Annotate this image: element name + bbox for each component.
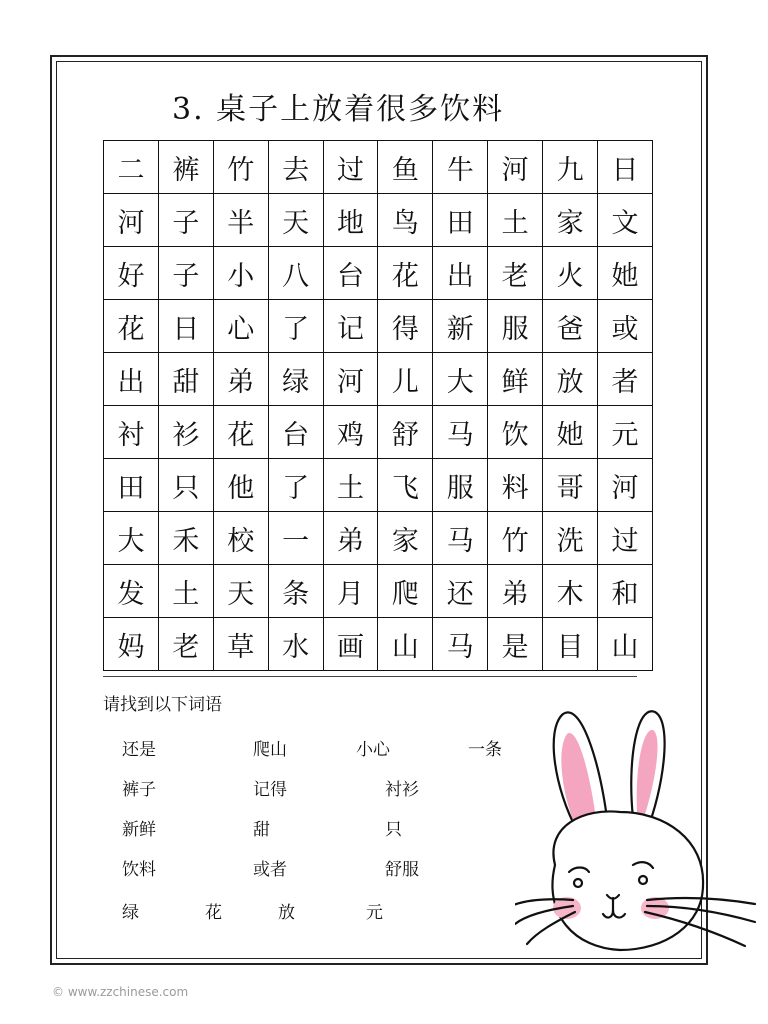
grid-cell: 大 [104, 512, 159, 565]
grid-cell: 饮 [488, 406, 543, 459]
grid-row [104, 247, 653, 300]
grid-cell: 鸟 [378, 194, 433, 247]
grid-row [104, 618, 653, 671]
grid-cell: 地 [323, 194, 378, 247]
instruction-text: 请找到以下词语 [103, 695, 222, 715]
word-item: 衬衫 [385, 780, 419, 800]
grid-cell: 还 [433, 565, 488, 618]
word-item: 元 [366, 903, 383, 923]
grid-cell: 火 [543, 247, 598, 300]
grid-cell: 二 [104, 141, 159, 194]
grid-cell: 弟 [323, 512, 378, 565]
word-item: 绿 [122, 903, 139, 923]
grid-row [104, 459, 653, 512]
grid-cell: 山 [378, 618, 433, 671]
grid-cell: 服 [433, 459, 488, 512]
grid-cell: 日 [598, 141, 653, 194]
grid-cell: 他 [213, 459, 268, 512]
word-item: 新鲜 [122, 820, 156, 840]
grid-cell: 竹 [488, 512, 543, 565]
grid-cell: 只 [158, 459, 213, 512]
grid-cell: 画 [323, 618, 378, 671]
grid-cell: 裤 [158, 141, 213, 194]
word-item: 只 [385, 820, 402, 840]
grid-cell: 和 [598, 565, 653, 618]
grid-cell: 发 [104, 565, 159, 618]
grid-cell: 校 [213, 512, 268, 565]
grid-cell: 鸡 [323, 406, 378, 459]
grid-cell: 是 [488, 618, 543, 671]
grid-cell: 土 [158, 565, 213, 618]
grid-cell: 老 [488, 247, 543, 300]
grid-cell: 或 [598, 300, 653, 353]
grid-cell: 哥 [543, 459, 598, 512]
grid-cell: 日 [158, 300, 213, 353]
grid-cell: 新 [433, 300, 488, 353]
grid-cell: 草 [213, 618, 268, 671]
grid-row [104, 512, 653, 565]
grid-cell: 她 [598, 247, 653, 300]
grid-cell: 田 [104, 459, 159, 512]
grid-cell: 土 [488, 194, 543, 247]
page-title: 3. 桌子上放着很多饮料 [172, 92, 505, 127]
grid-cell: 心 [213, 300, 268, 353]
grid-cell: 禾 [158, 512, 213, 565]
bunny-illustration [515, 700, 765, 970]
divider [103, 676, 637, 677]
grid-cell: 花 [213, 406, 268, 459]
grid-cell: 衬 [104, 406, 159, 459]
grid-cell: 儿 [378, 353, 433, 406]
grid-cell: 花 [378, 247, 433, 300]
grid-row [104, 565, 653, 618]
grid-cell: 洗 [543, 512, 598, 565]
grid-cell: 好 [104, 247, 159, 300]
copyright-footer: © www.zzchinese.com [52, 985, 189, 999]
grid-cell: 子 [158, 194, 213, 247]
grid-cell: 田 [433, 194, 488, 247]
grid-cell: 大 [433, 353, 488, 406]
grid-cell: 河 [323, 353, 378, 406]
grid-cell: 马 [433, 406, 488, 459]
grid-cell: 记 [323, 300, 378, 353]
grid-cell: 山 [598, 618, 653, 671]
grid-cell: 飞 [378, 459, 433, 512]
grid-cell: 河 [598, 459, 653, 512]
grid-cell: 出 [433, 247, 488, 300]
grid-cell: 月 [323, 565, 378, 618]
grid-cell: 鲜 [488, 353, 543, 406]
grid-cell: 一 [268, 512, 323, 565]
grid-cell: 服 [488, 300, 543, 353]
grid-cell: 台 [268, 406, 323, 459]
grid-cell: 家 [543, 194, 598, 247]
grid-cell: 者 [598, 353, 653, 406]
grid-cell: 花 [104, 300, 159, 353]
grid-cell: 马 [433, 618, 488, 671]
grid-cell: 了 [268, 300, 323, 353]
grid-cell: 元 [598, 406, 653, 459]
grid-cell: 文 [598, 194, 653, 247]
grid-cell: 弟 [488, 565, 543, 618]
grid-cell: 出 [104, 353, 159, 406]
word-item: 甜 [253, 820, 270, 840]
grid-cell: 得 [378, 300, 433, 353]
grid-cell: 过 [323, 141, 378, 194]
grid-cell: 家 [378, 512, 433, 565]
grid-cell: 目 [543, 618, 598, 671]
grid-cell: 了 [268, 459, 323, 512]
grid-cell: 牛 [433, 141, 488, 194]
grid-cell: 妈 [104, 618, 159, 671]
grid-cell: 爸 [543, 300, 598, 353]
grid-row [104, 194, 653, 247]
grid-row [104, 300, 653, 353]
grid-cell: 天 [268, 194, 323, 247]
grid-cell: 竹 [213, 141, 268, 194]
grid-cell: 去 [268, 141, 323, 194]
character-grid [103, 140, 653, 671]
grid-cell: 老 [158, 618, 213, 671]
grid-row [104, 406, 653, 459]
word-item: 或者 [253, 860, 287, 880]
grid-cell: 九 [543, 141, 598, 194]
word-item: 还是 [122, 740, 156, 760]
word-item: 小心 [356, 740, 390, 760]
word-item: 记得 [253, 780, 287, 800]
grid-cell: 弟 [213, 353, 268, 406]
word-item: 放 [278, 903, 295, 923]
grid-cell: 衫 [158, 406, 213, 459]
grid-cell: 台 [323, 247, 378, 300]
grid-cell: 河 [488, 141, 543, 194]
grid-cell: 料 [488, 459, 543, 512]
grid-cell: 过 [598, 512, 653, 565]
grid-cell: 小 [213, 247, 268, 300]
grid-cell: 爬 [378, 565, 433, 618]
grid-cell: 马 [433, 512, 488, 565]
grid-cell: 她 [543, 406, 598, 459]
grid-cell: 天 [213, 565, 268, 618]
grid-cell: 子 [158, 247, 213, 300]
grid-row [104, 353, 653, 406]
grid-row [104, 141, 653, 194]
grid-cell: 八 [268, 247, 323, 300]
grid-cell: 甜 [158, 353, 213, 406]
grid-cell: 河 [104, 194, 159, 247]
grid-cell: 木 [543, 565, 598, 618]
grid-cell: 鱼 [378, 141, 433, 194]
grid-cell: 土 [323, 459, 378, 512]
word-item: 裤子 [122, 780, 156, 800]
word-item: 饮料 [122, 860, 156, 880]
grid-cell: 水 [268, 618, 323, 671]
word-item: 一条 [468, 740, 502, 760]
grid-cell: 条 [268, 565, 323, 618]
grid-cell: 放 [543, 353, 598, 406]
grid-cell: 半 [213, 194, 268, 247]
word-item: 爬山 [253, 740, 287, 760]
grid-cell: 舒 [378, 406, 433, 459]
word-item: 舒服 [385, 860, 419, 880]
word-item: 花 [205, 903, 222, 923]
grid-cell: 绿 [268, 353, 323, 406]
